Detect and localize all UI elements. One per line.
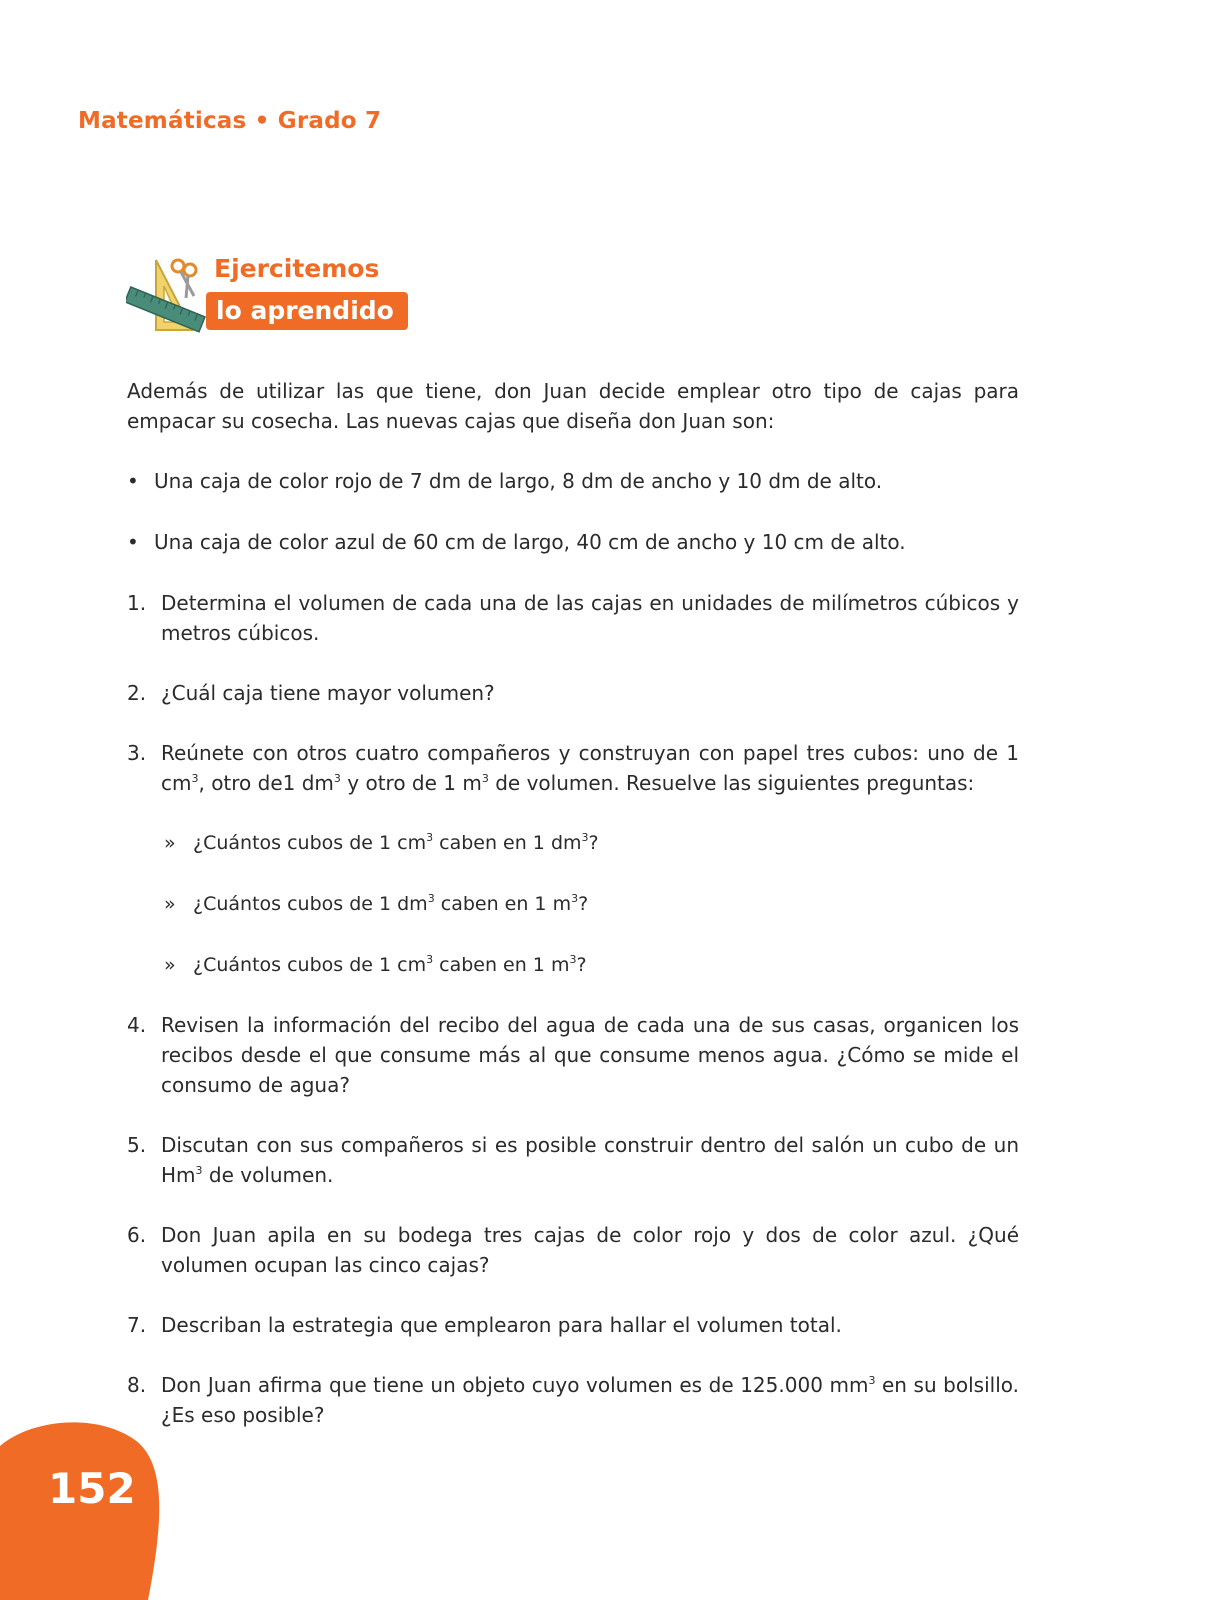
question-number: 6. [127, 1223, 147, 1247]
question-text: Revisen la información del recibo del agua de cada una de sus casas, organicen los recibos desde el que consume más al que consume menos agua. ¿Cómo se mide el consumo de agua? [161, 1013, 1019, 1097]
text-segment: Reúnete con otros cuatro compañeros y construyan con papel tres cubos: uno de 1 cm [161, 741, 1019, 795]
text-segment: de volumen. [202, 1163, 334, 1187]
sub-question-item [161, 950, 1019, 980]
question-number: 7. [127, 1313, 147, 1337]
text-segment: ? [578, 893, 589, 915]
exercise-content [127, 376, 1019, 1460]
question-text [161, 1370, 1019, 1430]
header-grade: Grado 7 [277, 108, 382, 134]
bullet-text: Una caja de color azul de 60 cm de largo, 40 cm de ancho y 10 cm de alto. [154, 530, 906, 554]
text-segment: ? [588, 832, 599, 854]
question-text: Don Juan apila en su bodega tres cajas de color rojo y dos de color azul. ¿Qué volumen ocupan las cinco cajas? [161, 1223, 1019, 1277]
question-text: Describan la estrategia que emplearon para hallar el volumen total. [161, 1313, 842, 1337]
question-text: Determina el volumen de cada una de las cajas en unidades de milímetros cúbicos y metros cúbicos. [161, 591, 1019, 645]
badge-subtitle: lo aprendido [206, 292, 408, 330]
question-number: 4. [127, 1013, 147, 1037]
question-text: ¿Cuál caja tiene mayor volumen? [161, 681, 495, 705]
question-item [127, 1220, 1019, 1280]
text-segment: de volumen. Resuelve las siguientes preguntas: [488, 771, 975, 795]
superscript: 3 [427, 892, 435, 905]
question-item [127, 1370, 1019, 1430]
superscript: 3 [569, 953, 577, 966]
list-item [127, 466, 1019, 496]
bullet-mark: • [127, 530, 139, 554]
text-segment: en su bolsillo. ¿Es eso posible? [161, 1373, 1020, 1427]
question-number: 8. [127, 1373, 147, 1397]
section-badge [126, 252, 426, 344]
text-segment: Don Juan afirma que tiene un objeto cuyo volumen es de 125.000 mm [161, 1373, 869, 1397]
superscript: 3 [571, 892, 579, 905]
header-separator: • [254, 108, 270, 134]
question-item [127, 678, 1019, 708]
intro-paragraph: Además de utilizar las que tiene, don Juan decide emplear otro tipo de cajas para empacar su cosecha. Las nuevas cajas que diseña don Juan son: [127, 379, 1019, 433]
bullet-mark: • [127, 469, 139, 493]
text-segment: ¿Cuántos cubos de 1 dm [193, 893, 428, 915]
question-list [127, 588, 1019, 1430]
question-number: 1. [127, 591, 147, 615]
question-item [127, 1010, 1019, 1100]
superscript: 3 [191, 772, 199, 785]
text-segment: , otro de1 dm [198, 771, 334, 795]
text-segment: y otro de 1 m [340, 771, 482, 795]
text-segment: caben en 1 m [433, 954, 570, 976]
question-item [127, 1310, 1019, 1340]
superscript: 3 [581, 831, 589, 844]
superscript: 3 [195, 1164, 203, 1177]
scissors-ruler-icon [126, 252, 216, 344]
question-item [127, 588, 1019, 648]
superscript: 3 [426, 953, 434, 966]
sub-question-item [161, 828, 1019, 858]
superscript: 3 [426, 831, 434, 844]
text-segment: ? [576, 954, 587, 976]
question-number: 2. [127, 681, 147, 705]
text-segment: ¿Cuántos cubos de 1 cm [193, 954, 427, 976]
sub-mark: » [164, 832, 176, 854]
badge-title: Ejercitemos [214, 254, 380, 283]
page-number: 152 [48, 1464, 136, 1513]
sub-question-list [161, 828, 1019, 980]
sub-mark: » [164, 893, 176, 915]
superscript: 3 [333, 772, 341, 785]
text-segment: ¿Cuántos cubos de 1 cm [193, 832, 427, 854]
bullet-text: Una caja de color rojo de 7 dm de largo, 8 dm de ancho y 10 dm de alto. [154, 469, 883, 493]
question-number: 3. [127, 741, 147, 765]
page-header [78, 108, 381, 134]
text-segment: caben en 1 dm [433, 832, 582, 854]
sub-mark: » [164, 954, 176, 976]
question-number: 5. [127, 1133, 147, 1157]
superscript: 3 [481, 772, 489, 785]
question-text [161, 738, 1019, 798]
text-segment: caben en 1 m [434, 893, 572, 915]
superscript: 3 [868, 1374, 876, 1387]
question-item [127, 738, 1019, 980]
sub-question-item [161, 889, 1019, 919]
text-segment: Discutan con sus compañeros si es posible construir dentro del salón un cubo de un Hm [161, 1133, 1019, 1187]
question-text [161, 1130, 1019, 1190]
question-item [127, 1130, 1019, 1190]
list-item [127, 527, 1019, 557]
header-subject: Matemáticas [78, 108, 247, 134]
box-list [127, 466, 1019, 557]
